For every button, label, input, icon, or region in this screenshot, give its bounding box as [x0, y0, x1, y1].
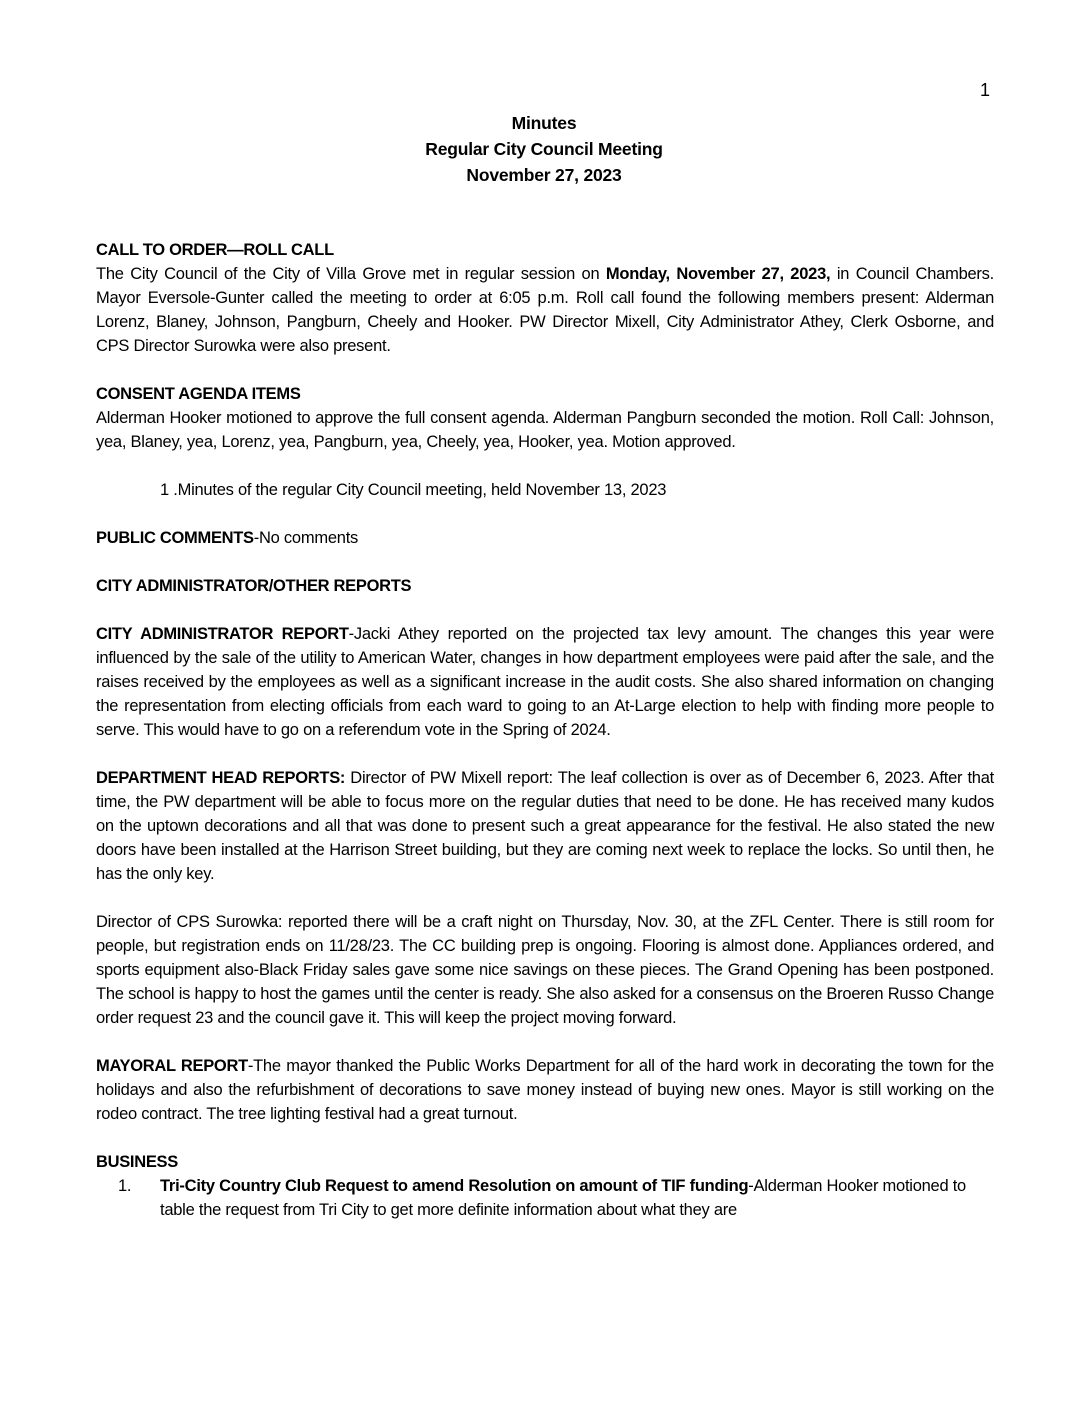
call-to-order-text-end: in Council Chambers. Mayor Eversole-Gunter called the meeting to order at 6:05 p.m. Roll call found the following members present: Alderman Lorenz, Blaney, Johnson, Pangburn, Cheely and Hooker. PW Director Mixell, City Administrator Athey, Clerk Osborne, and CPS Director Surowka were also present.: [96, 265, 994, 355]
cps-report-paragraph: Director of CPS Surowka: reported there will be a craft night on Thursday, Nov. 30, at the ZFL Center. There is still room for people, but registration ends on 11/28/23. The CC building prep is ongoing. Flooring is almost done. Appliances ordered, and sports equipment also-Black Friday sales gave some nice savings on these pieces. The Grand Opening has been postponed. The school is happy to host the games until the center is ready. She also asked for a consensus on the Broeren Russo Change order request 23 and the council gave it. This will keep the project moving forward.: [96, 913, 994, 1027]
admin-report-paragraph: [96, 622, 994, 742]
consent-agenda-item: 1 .Minutes of the regular City Council meeting, held November 13, 2023: [160, 481, 667, 499]
public-comments-heading: PUBLIC COMMENTS: [96, 529, 254, 547]
mayoral-report-paragraph: [96, 1054, 994, 1126]
business-item-text: -Alderman Hooker motioned to table the request from Tri City to get more definite information about what they are: [160, 1177, 966, 1219]
meeting-date-bold: Monday, November 27, 2023,: [605, 265, 831, 283]
document-body: [96, 238, 994, 1222]
dept-head-report-heading: DEPARTMENT HEAD REPORTS:: [96, 769, 346, 787]
consent-agenda-paragraph: Alderman Hooker motioned to approve the full consent agenda. Alderman Pangburn seconded the motion. Roll Call: Johnson, yea, Blaney, yea, Lorenz, yea, Pangburn, yea, Cheely, yea, Hooker, yea. Motion approved.: [96, 409, 994, 451]
business-item-number: 1.: [118, 1177, 132, 1195]
mayoral-report-text: -The mayor thanked the Public Works Department for all of the hard work in decorating the town for the holidays and also the refurbishment of decorations to save money instead of buying new ones. Mayor is still working on the rodeo contract. The tree lighting festival had a great turnout.: [96, 1057, 994, 1123]
business-item: [96, 1174, 994, 1222]
title-minutes: Minutes: [511, 113, 577, 133]
call-to-order-paragraph: [96, 262, 994, 358]
public-comments-paragraph: [96, 526, 994, 550]
reports-heading: CITY ADMINISTRATOR/OTHER REPORTS: [96, 577, 412, 595]
business-item-title: Tri-City Country Club Request to amend Resolution on amount of TIF funding: [160, 1177, 749, 1195]
dept-head-report-text: Director of PW Mixell report: The leaf collection is over as of December 6, 2023. After that time, the PW department will be able to focus more on the regular duties that need to be done. He has received many kudos on the uptown decorations and all that was done to present such a great appearance for the festival. He also stated the new doors have been installed at the Harrison Street building, but they are coming next week to replace the locks. So until then, he has the only key.: [96, 769, 994, 883]
title-meeting-date: November 27, 2023: [466, 165, 622, 185]
business-heading: BUSINESS: [96, 1153, 178, 1171]
business-list: [96, 1174, 994, 1222]
public-comments-text: -No comments: [253, 529, 359, 547]
mayoral-report-heading: MAYORAL REPORT: [96, 1057, 248, 1075]
admin-report-heading: CITY ADMINISTRATOR REPORT: [96, 625, 349, 643]
call-to-order-heading: CALL TO ORDER—ROLL CALL: [96, 241, 334, 259]
dept-head-report-paragraph: [96, 766, 994, 886]
call-to-order-text-start: The City Council of the City of Villa Grove met in regular session on: [96, 265, 606, 283]
title-meeting-type: Regular City Council Meeting: [425, 139, 663, 159]
admin-report-text: -Jacki Athey reported on the projected tax levy amount. The changes this year were influenced by the sale of the utility to American Water, changes in how department employees were paid after the sale, and the raises received by the employees as well as a significant increase in the audit costs. She also shared information on changing the representation from electing officials from each ward to going to an At-Large election to help with finding more people to serve. This would have to go on a referendum vote in the Spring of 2024.: [96, 625, 994, 739]
page-number: 1: [980, 80, 991, 100]
document-title-block: [0, 110, 1088, 188]
consent-agenda-heading: CONSENT AGENDA ITEMS: [96, 385, 301, 403]
